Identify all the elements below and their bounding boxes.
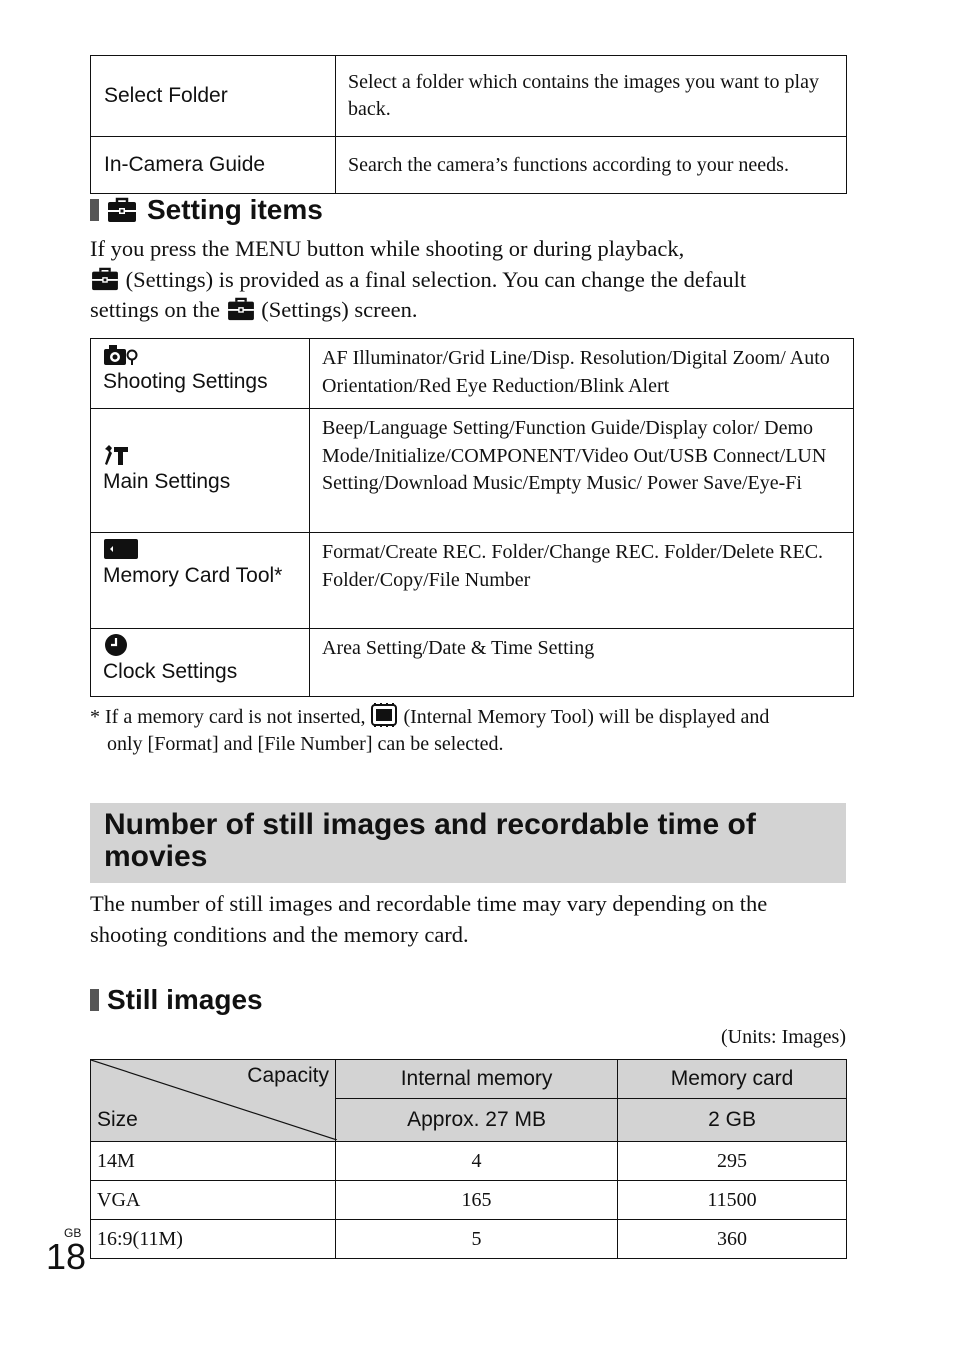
settings-description: AF Illuminator/Grid Line/Disp. Resolution/Digital Zoom/ Auto Orientation/Red Eye Reduction/Blink Alert [310,339,854,409]
footnote-line [90,703,860,731]
column-header: Memory card [618,1060,847,1099]
folder-guide-table [90,55,847,194]
setting-items-intro [90,234,850,326]
table-row [91,1220,847,1259]
intro-line [90,295,850,326]
page-number: 18 [46,1236,87,1277]
memory-card-icon [103,537,139,561]
settings-description: Format/Create REC. Folder/Change REC. Folder/Delete REC. Folder/Copy/File Number [310,533,854,629]
internal-cell: 4 [336,1142,618,1181]
size-cell: VGA [91,1181,336,1220]
row-label: In-Camera Guide [91,137,336,194]
internal-cell: 165 [336,1181,618,1220]
column-header: Internal memory [336,1060,618,1099]
intro-text: (Settings) is provided as a final selection. You can change the default [120,266,747,292]
memory-card-footnote [90,703,860,758]
clock-icon [103,633,131,657]
column-subheader: Approx. 27 MB [336,1099,618,1142]
settings-category-cell [91,339,310,409]
capacity-size-header [91,1060,336,1142]
heading-bar [90,199,99,221]
size-cell: 16:9(11M) [91,1220,336,1259]
card-cell: 295 [618,1142,847,1181]
toolbox-icon [90,267,120,291]
settings-description: Beep/Language Setting/Function Guide/Display color/ Demo Mode/Initialize/COMPONENT/Video Out/USB Connect/LUN Setting/Download Music/Empty Music/ Power Save/Eye-Fi [310,409,854,533]
table-header-row [91,1060,847,1099]
table-row [91,137,847,194]
intro-line [90,265,850,296]
internal-memory-icon [370,703,398,727]
card-cell: 360 [618,1220,847,1259]
row-description: Search the camera’s functions according to your needs. [336,137,847,194]
still-images-heading [90,984,263,1016]
footnote-mark: * [274,564,283,587]
settings-category-cell [91,629,310,697]
table-row [91,56,847,137]
row-label: Select Folder [91,56,336,137]
settings-table [90,338,854,697]
table-row [91,533,854,629]
intro-text: settings on the [90,297,226,322]
table-row [91,1142,847,1181]
settings-category-label: Shooting Settings [103,370,268,393]
setting-items-heading [90,194,323,226]
settings-category-label: Memory Card Tool [103,564,275,587]
units-label: (Units: Images) [721,1026,846,1048]
size-label: Size [97,1108,138,1131]
footnote-text: * If a memory card is not inserted, [90,706,371,728]
table-row [91,629,854,697]
page-region: GB [64,1226,82,1240]
still-images-table [90,1059,847,1259]
card-cell: 11500 [618,1181,847,1220]
table-row [91,339,854,409]
row-description: Select a folder which contains the images you want to play back. [336,56,847,137]
section-title: Number of still images and recordable time of movies [104,808,756,873]
table-row [91,409,854,533]
size-cell: 14M [91,1142,336,1181]
heading-text: Still images [107,984,263,1015]
settings-category-cell [91,409,310,533]
capacity-label: Capacity [247,1064,329,1087]
footnote-text: (Internal Memory Tool) will be displayed and [398,706,770,728]
heading-text: Setting items [147,194,323,225]
settings-category-label: Clock Settings [103,660,238,683]
table-row [91,1181,847,1220]
camera-settings-icon [103,343,139,367]
column-subheader: 2 GB [618,1099,847,1142]
settings-description: Area Setting/Date & Time Setting [310,629,854,697]
settings-category-label: Main Settings [103,469,231,493]
heading-bar [90,989,99,1011]
wrench-settings-icon [103,443,131,467]
toolbox-icon [226,297,256,321]
settings-category-cell [91,533,310,629]
section-banner [90,803,846,883]
intro-text: (Settings) screen. [255,297,418,322]
internal-cell: 5 [336,1220,618,1259]
toolbox-icon [107,197,137,223]
footnote-line: only [Format] and [File Number] can be selected. [107,733,504,755]
section-intro: The number of still images and recordable time may vary depending on the shooting conditions and the memory card. [90,891,768,947]
intro-line: If you press the MENU button while shooting or during playback, [90,236,685,261]
diagonal-cell [91,1060,335,1138]
